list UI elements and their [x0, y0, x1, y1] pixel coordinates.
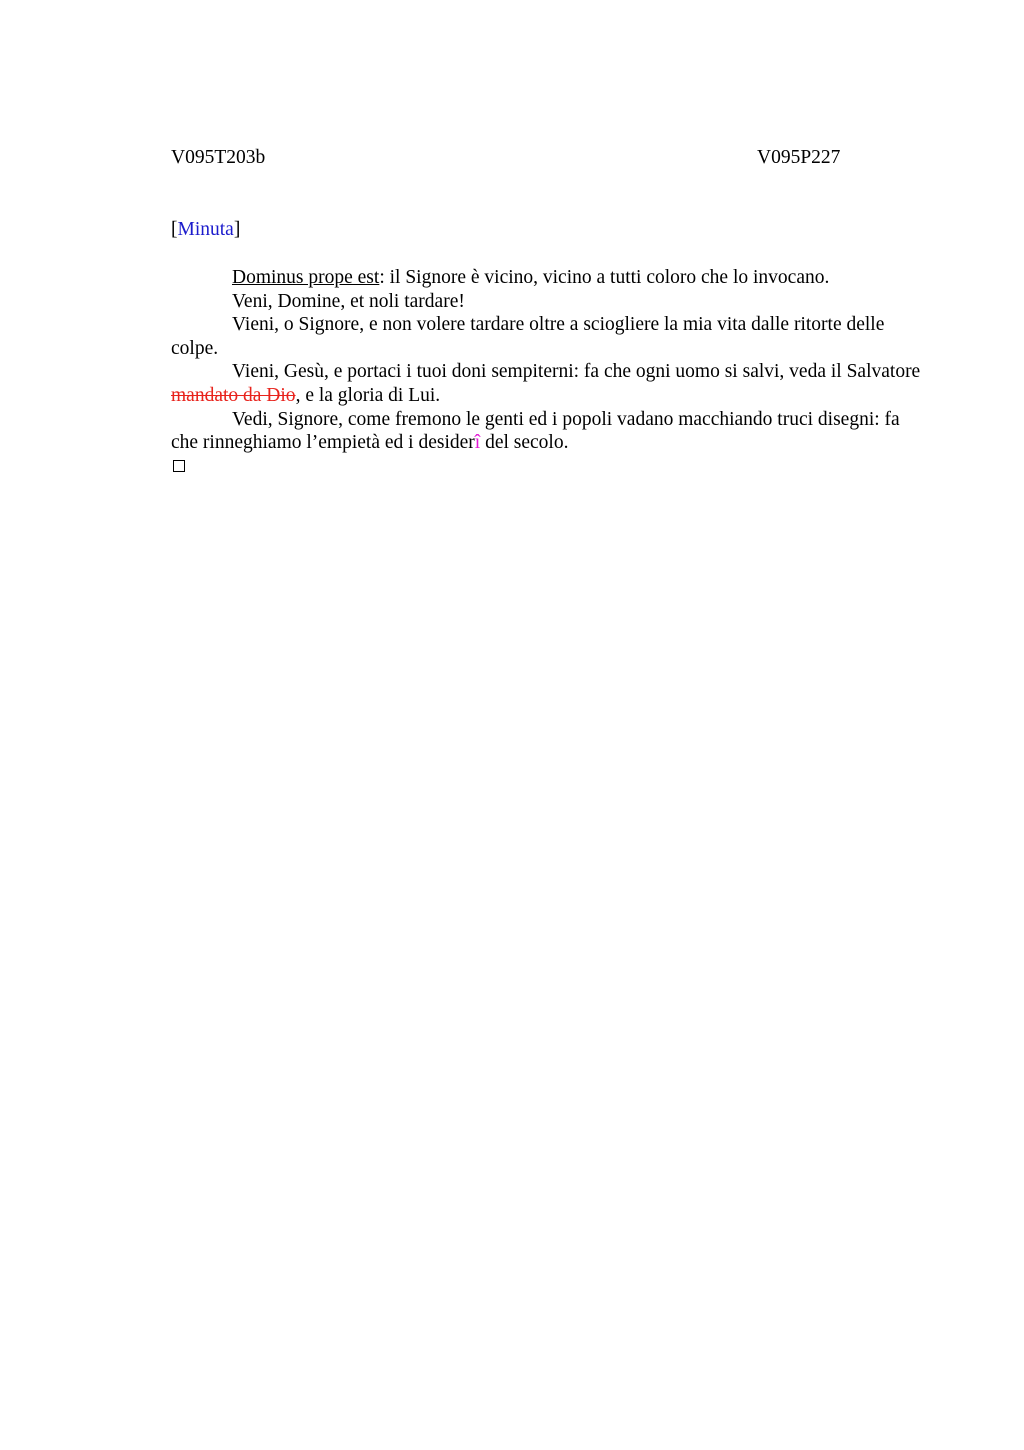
paragraph-1-text: : il Signore è vicino, vicino a tutti coloro che lo invocano. [379, 267, 830, 288]
section-label [171, 218, 240, 242]
document-body [171, 266, 931, 472]
struck-text: mandato da Dio [171, 384, 296, 406]
paragraph-5-after: del secolo. [480, 432, 569, 454]
paragraph-5-before: Vedi, Signore, come fremono le genti ed i popoli vadano macchiando truci disegni: fa che rinneghiamo l’empietà ed i desider [171, 408, 900, 454]
paragraph-3: Vieni, o Signore, e non volere tardare oltre a sciogliere la mia vita dalle ritorte delle colpe. [171, 314, 885, 359]
paragraph-2: Veni, Domine, et noli tardare! [232, 290, 465, 312]
end-marker-box [173, 460, 185, 472]
paragraph-4 [171, 360, 931, 407]
open-bracket: [ [171, 219, 178, 240]
minuta-label: Minuta [177, 219, 234, 240]
paragraph-5 [171, 408, 931, 455]
document-code-right: V095P227 [757, 147, 841, 168]
document-code-left: V095T203b [171, 147, 266, 168]
paragraph-4-after: , e la gloria di Lui. [295, 384, 441, 406]
paragraph-4-before: Vieni, Gesù, e portaci i tuoi doni sempiterni: fa che ogni uomo si salvi, veda il Salvatore [232, 361, 921, 383]
close-bracket: ] [233, 219, 241, 240]
paragraph-1 [171, 266, 931, 290]
latin-quote: Dominus prope est [232, 267, 380, 288]
accent-char: î [474, 432, 481, 454]
